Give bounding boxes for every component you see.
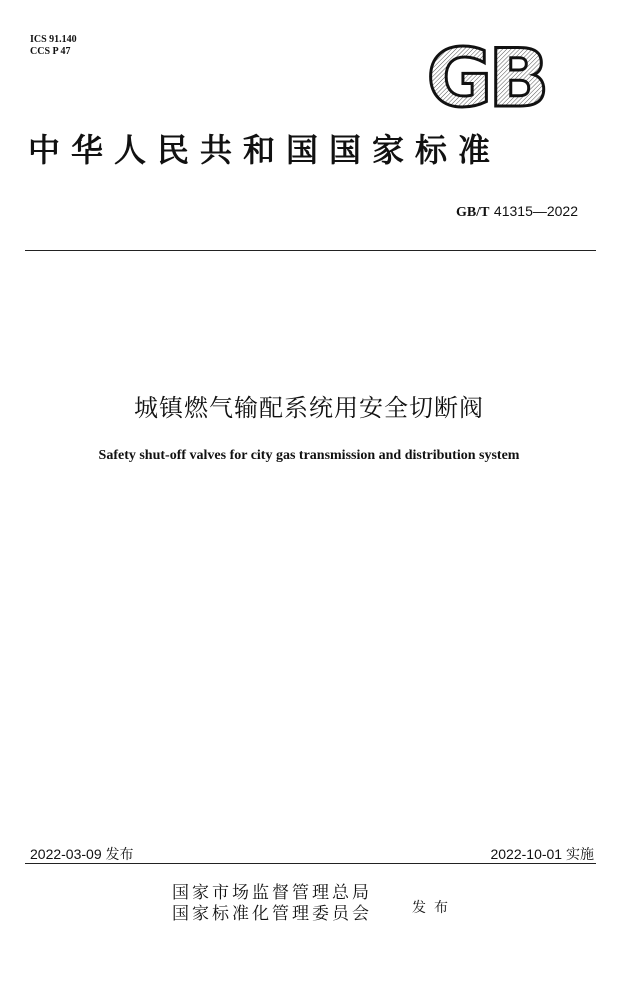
- national-standard-title: 中华人民共和国国家标准: [28, 131, 502, 169]
- implementation-date: 2022-10-01 实施: [490, 846, 594, 862]
- gb-logo-icon: [418, 40, 558, 112]
- issue-date: 2022-03-09 发布: [30, 846, 134, 862]
- ics-code: ICS 91.140: [30, 34, 77, 45]
- document-title-chinese: 城镇燃气输配系统用安全切断阀: [134, 394, 484, 422]
- classification-codes: [30, 34, 77, 58]
- publish-label: 发布: [412, 900, 456, 916]
- logo-text: GB: [426, 40, 546, 112]
- footer-divider: [25, 863, 596, 864]
- standard-prefix: GB/T: [456, 205, 490, 220]
- issuing-authorities: [172, 883, 372, 925]
- issuer-sac: 国家标准化管理委员会: [172, 904, 372, 924]
- ccs-code: CCS P 47: [30, 46, 71, 57]
- header-divider: [25, 250, 596, 251]
- standard-code: 41315—2022: [493, 203, 578, 219]
- issuer-samr: 国家市场监督管理总局: [172, 883, 372, 903]
- standard-number: [456, 203, 578, 221]
- document-title-english: Safety shut-off valves for city gas transmission and distribution system: [98, 448, 520, 463]
